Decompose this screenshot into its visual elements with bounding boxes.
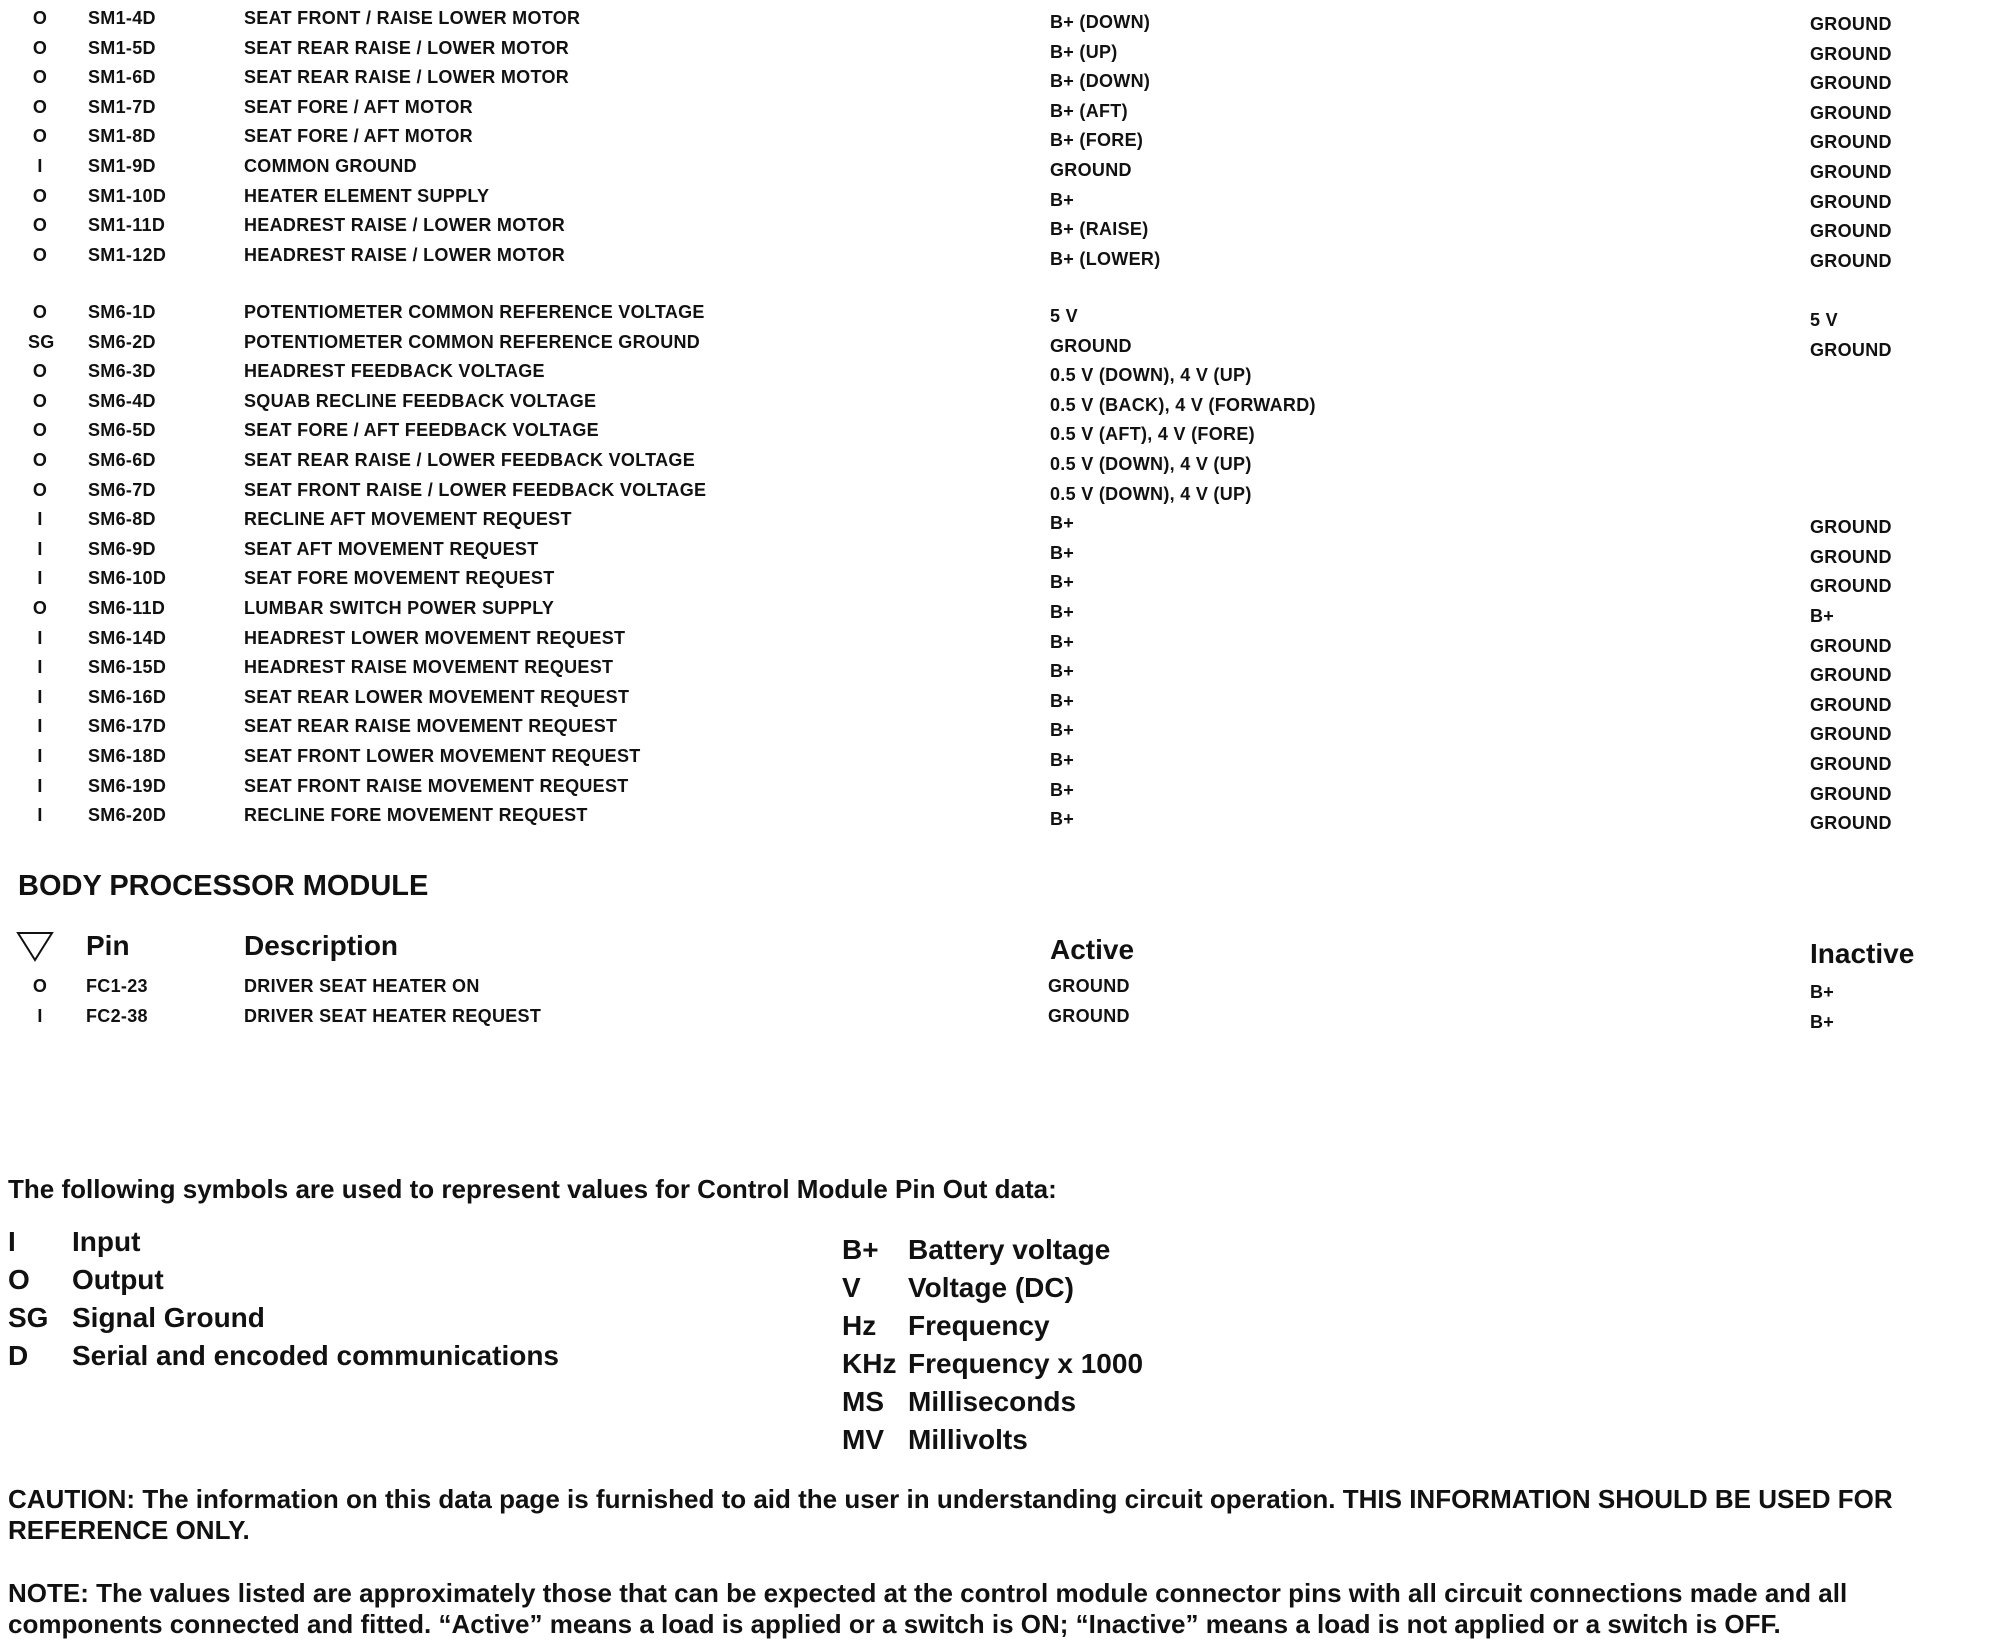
legend-item-milliseconds xyxy=(842,1386,1076,1418)
row-symbol: O xyxy=(32,37,48,58)
row-symbol: O xyxy=(32,450,48,470)
row-active: 0.5 V (DOWN), 4 V (UP) xyxy=(1050,454,1252,474)
row-symbol: O xyxy=(32,361,48,382)
legend-text: Frequency xyxy=(908,1310,1050,1341)
row-inactive: GROUND xyxy=(1810,576,1892,597)
table-row xyxy=(0,332,2014,362)
row-pin: SM6-14D xyxy=(88,627,167,648)
row-description: SEAT FORE MOVEMENT REQUEST xyxy=(244,568,555,589)
row-symbol: I xyxy=(37,775,43,796)
row-inactive: B+ xyxy=(1810,982,1835,1002)
row-symbol: I xyxy=(37,805,43,826)
table-row xyxy=(0,687,2014,717)
row-active: B+ (AFT) xyxy=(1050,100,1128,121)
table-row xyxy=(0,186,2014,216)
legend-item-serial xyxy=(8,1340,559,1372)
row-symbol: O xyxy=(32,390,48,411)
row-inactive: GROUND xyxy=(1810,250,1892,271)
legend-item-signal-ground xyxy=(8,1302,265,1334)
legend-item-output xyxy=(8,1264,164,1296)
table-row xyxy=(0,156,2014,186)
row-inactive: 5 V xyxy=(1810,310,1838,330)
row-active: B+ (DOWN) xyxy=(1050,71,1151,92)
table-row xyxy=(0,568,2014,598)
row-symbol: SG xyxy=(28,331,55,352)
row-pin: SM6-15D xyxy=(88,657,167,678)
table-row xyxy=(0,480,2014,510)
table-row xyxy=(0,302,2014,332)
symbol-column-triangle-icon xyxy=(16,930,54,962)
row-active: 0.5 V (DOWN), 4 V (UP) xyxy=(1050,365,1252,386)
row-pin: SM1-5D xyxy=(88,37,156,58)
row-description: HEADREST LOWER MOVEMENT REQUEST xyxy=(244,627,626,648)
row-active: B+ xyxy=(1050,661,1075,682)
header-inactive: Inactive xyxy=(1810,938,1915,969)
table-row xyxy=(0,361,2014,391)
row-active: B+ xyxy=(1050,631,1075,652)
row-active: 0.5 V (AFT), 4 V (FORE) xyxy=(1050,424,1255,445)
row-description: POTENTIOMETER COMMON REFERENCE GROUND xyxy=(244,331,701,352)
row-pin: SM6-7D xyxy=(88,479,156,500)
row-symbol: O xyxy=(32,302,48,322)
legend-item-input xyxy=(8,1226,140,1258)
row-pin: FC2-38 xyxy=(86,1006,148,1026)
legend-symbol: Hz xyxy=(842,1310,877,1341)
row-description: SEAT FORE / AFT MOTOR xyxy=(244,96,473,117)
row-active: B+ (RAISE) xyxy=(1050,219,1149,240)
table-row xyxy=(0,450,2014,480)
row-symbol: O xyxy=(32,215,48,236)
row-symbol: I xyxy=(37,538,43,559)
table-row xyxy=(0,976,2014,1006)
row-inactive: GROUND xyxy=(1810,162,1892,182)
row-inactive: GROUND xyxy=(1810,813,1892,834)
table-row xyxy=(0,628,2014,658)
row-active: GROUND xyxy=(1048,976,1130,996)
row-pin: SM6-17D xyxy=(88,716,167,737)
row-inactive: GROUND xyxy=(1810,14,1892,34)
legend-symbol: I xyxy=(8,1226,16,1257)
table-row xyxy=(0,657,2014,687)
legend-symbol: D xyxy=(8,1340,29,1371)
row-description: HEADREST RAISE MOVEMENT REQUEST xyxy=(244,657,614,678)
row-inactive: GROUND xyxy=(1810,724,1892,745)
row-symbol: O xyxy=(32,244,48,265)
row-inactive: GROUND xyxy=(1810,221,1892,242)
table-row xyxy=(0,746,2014,776)
row-description: POTENTIOMETER COMMON REFERENCE VOLTAGE xyxy=(244,302,705,322)
table-row xyxy=(0,598,2014,628)
row-active: B+ (FORE) xyxy=(1050,130,1144,151)
row-symbol: I xyxy=(37,627,43,648)
row-description: SQUAB RECLINE FEEDBACK VOLTAGE xyxy=(244,390,597,411)
row-description: SEAT REAR RAISE / LOWER FEEDBACK VOLTAGE xyxy=(244,450,696,470)
row-symbol: I xyxy=(37,509,43,530)
legend-item-millivolts xyxy=(842,1424,1028,1456)
row-active: B+ xyxy=(1050,542,1075,563)
row-pin: SM1-9D xyxy=(88,156,156,176)
row-description: HEADREST FEEDBACK VOLTAGE xyxy=(244,361,545,382)
row-inactive: B+ xyxy=(1810,606,1835,626)
row-active: B+ xyxy=(1050,513,1075,534)
legend-symbol: O xyxy=(8,1264,30,1295)
legend-symbol: MV xyxy=(842,1424,884,1455)
table-row xyxy=(0,420,2014,450)
table-row xyxy=(0,805,2014,835)
table-row xyxy=(0,716,2014,746)
row-active: B+ (DOWN) xyxy=(1050,12,1151,32)
row-pin: SM1-8D xyxy=(88,126,156,147)
legend-item-frequency xyxy=(842,1310,1050,1342)
row-active: GROUND xyxy=(1050,335,1132,356)
legend-text: Serial and encoded communications xyxy=(72,1340,560,1371)
row-pin: SM6-4D xyxy=(88,390,156,411)
row-description: HEADREST RAISE / LOWER MOTOR xyxy=(244,244,566,265)
row-active: B+ xyxy=(1050,779,1075,800)
table-row xyxy=(0,776,2014,806)
row-active: B+ xyxy=(1050,690,1075,711)
table-row xyxy=(0,215,2014,245)
legend-text: Milliseconds xyxy=(908,1386,1077,1417)
legend-text: Signal Ground xyxy=(72,1302,265,1333)
row-pin: FC1-23 xyxy=(86,976,148,996)
row-pin: SM1-12D xyxy=(88,244,167,265)
row-active: B+ xyxy=(1050,602,1075,622)
legend-item-voltage xyxy=(842,1272,1074,1304)
row-active: B+ xyxy=(1050,750,1075,770)
row-active: B+ xyxy=(1050,809,1075,830)
legend-symbol: KHz xyxy=(842,1348,897,1379)
row-description: DRIVER SEAT HEATER REQUEST xyxy=(244,1006,542,1026)
row-pin: SM6-3D xyxy=(88,361,156,382)
row-pin: SM6-18D xyxy=(88,746,167,766)
row-inactive: GROUND xyxy=(1810,43,1892,64)
row-symbol: I xyxy=(37,657,43,678)
row-active: B+ xyxy=(1050,572,1075,593)
row-description: SEAT REAR LOWER MOVEMENT REQUEST xyxy=(244,686,630,707)
row-pin: SM6-6D xyxy=(88,450,156,470)
header-pin: Pin xyxy=(86,930,130,961)
row-active: B+ (LOWER) xyxy=(1050,248,1161,269)
row-description: SEAT REAR RAISE / LOWER MOTOR xyxy=(244,67,570,88)
row-description: LUMBAR SWITCH POWER SUPPLY xyxy=(244,598,555,618)
row-description: COMMON GROUND xyxy=(244,156,417,176)
row-inactive: GROUND xyxy=(1810,102,1892,123)
row-description: DRIVER SEAT HEATER ON xyxy=(244,976,480,996)
note-paragraph: NOTE: The values listed are approximately those that can be expected at the control module connector pins with all circuit connections made and all components connected and fitted. “Active” means a load is applied or a switch is ON; “Inactive” means a load is not applied or a switch is OFF. xyxy=(8,1578,1848,1639)
row-description: SEAT REAR RAISE MOVEMENT REQUEST xyxy=(244,716,618,737)
row-inactive: GROUND xyxy=(1810,635,1892,656)
row-pin: SM6-11D xyxy=(88,598,166,618)
row-description: SEAT AFT MOVEMENT REQUEST xyxy=(244,538,539,559)
row-symbol: O xyxy=(32,67,48,88)
row-symbol: I xyxy=(37,686,43,707)
row-symbol: O xyxy=(32,185,48,206)
legend-symbol: V xyxy=(842,1272,861,1303)
row-pin: SM6-8D xyxy=(88,509,156,530)
section-title-body-processor: BODY PROCESSOR MODULE xyxy=(18,870,429,902)
legend-text: Output xyxy=(72,1264,164,1295)
table-row xyxy=(0,391,2014,421)
legend-text: Battery voltage xyxy=(908,1234,1111,1265)
row-pin: SM6-20D xyxy=(88,805,167,826)
row-symbol: I xyxy=(37,568,43,589)
header-active: Active xyxy=(1050,934,1135,965)
row-pin: SM1-4D xyxy=(88,8,156,28)
row-symbol: O xyxy=(32,479,48,500)
table-row xyxy=(0,97,2014,127)
table-row xyxy=(0,509,2014,539)
row-inactive: GROUND xyxy=(1810,191,1892,212)
row-description: SEAT FRONT LOWER MOVEMENT REQUEST xyxy=(244,746,641,766)
row-description: HEADREST RAISE / LOWER MOTOR xyxy=(244,215,566,236)
row-symbol: O xyxy=(32,8,48,28)
row-inactive: GROUND xyxy=(1810,546,1892,567)
row-inactive: GROUND xyxy=(1810,517,1892,538)
table-row xyxy=(0,1006,2014,1036)
row-pin: SM6-19D xyxy=(88,775,167,796)
row-inactive: B+ xyxy=(1810,1012,1835,1032)
table-row xyxy=(0,539,2014,569)
row-symbol: O xyxy=(32,96,48,117)
legend-text: Input xyxy=(72,1226,141,1257)
row-description: SEAT FRONT RAISE / LOWER FEEDBACK VOLTAGE xyxy=(244,479,707,500)
row-inactive: GROUND xyxy=(1810,132,1892,153)
legend-symbol: B+ xyxy=(842,1234,879,1265)
row-pin: SM1-6D xyxy=(88,67,156,88)
row-active: B+ xyxy=(1050,189,1075,210)
row-description: SEAT FRONT RAISE MOVEMENT REQUEST xyxy=(244,775,629,796)
row-description: HEATER ELEMENT SUPPLY xyxy=(244,185,490,206)
row-inactive: GROUND xyxy=(1810,754,1892,774)
row-pin: SM6-2D xyxy=(88,331,156,352)
legend-text: Frequency x 1000 xyxy=(908,1348,1144,1379)
table-row xyxy=(0,245,2014,275)
row-active: 5 V xyxy=(1050,306,1078,326)
row-active: 0.5 V (DOWN), 4 V (UP) xyxy=(1050,483,1252,504)
row-inactive: GROUND xyxy=(1810,694,1892,715)
row-inactive: GROUND xyxy=(1810,783,1892,804)
row-description: SEAT REAR RAISE / LOWER MOTOR xyxy=(244,37,570,58)
row-pin: SM6-16D xyxy=(88,686,167,707)
row-symbol: O xyxy=(32,420,48,441)
legend-item-battery xyxy=(842,1234,1110,1266)
header-description: Description xyxy=(244,930,399,961)
row-symbol: O xyxy=(32,126,48,147)
row-description: RECLINE AFT MOVEMENT REQUEST xyxy=(244,509,572,530)
legend-text: Millivolts xyxy=(908,1424,1028,1455)
legend-symbol: SG xyxy=(8,1302,49,1333)
row-description: RECLINE FORE MOVEMENT REQUEST xyxy=(244,805,588,826)
row-pin: SM6-5D xyxy=(88,420,156,441)
row-active: B+ xyxy=(1050,720,1075,741)
row-pin: SM1-11D xyxy=(88,215,166,236)
row-active: GROUND xyxy=(1050,160,1132,180)
row-active: GROUND xyxy=(1048,1006,1130,1026)
row-pin: SM1-10D xyxy=(88,185,167,206)
legend-text: Voltage (DC) xyxy=(908,1272,1074,1303)
legend-intro: The following symbols are used to represent values for Control Module Pin Out data: xyxy=(8,1174,1057,1204)
row-symbol: I xyxy=(37,156,43,176)
row-description: SEAT FORE / AFT MOTOR xyxy=(244,126,473,147)
table-row xyxy=(0,38,2014,68)
row-symbol: O xyxy=(32,976,48,996)
row-active: B+ (UP) xyxy=(1050,41,1118,62)
row-description: SEAT FORE / AFT FEEDBACK VOLTAGE xyxy=(244,420,599,441)
caution-paragraph: CAUTION: The information on this data page is furnished to aid the user in understanding circuit operation. THIS INFORMATION SHOULD BE USED FOR REFERENCE ONLY. xyxy=(8,1484,1893,1545)
row-pin: SM6-10D xyxy=(88,568,167,589)
row-symbol: I xyxy=(37,1006,43,1026)
row-inactive: GROUND xyxy=(1810,665,1892,686)
row-inactive: GROUND xyxy=(1810,73,1892,94)
row-pin: SM6-9D xyxy=(88,538,156,559)
row-symbol: O xyxy=(32,598,48,618)
row-active: 0.5 V (BACK), 4 V (FORWARD) xyxy=(1050,394,1316,415)
row-symbol: I xyxy=(37,746,43,766)
row-symbol: I xyxy=(37,716,43,737)
row-pin: SM6-1D xyxy=(88,302,156,322)
row-pin: SM1-7D xyxy=(88,96,156,117)
legend-item-khz xyxy=(842,1348,1143,1380)
legend-symbol: MS xyxy=(842,1386,884,1417)
table-row xyxy=(0,126,2014,156)
table-row xyxy=(0,8,2014,38)
row-inactive: GROUND xyxy=(1810,339,1892,360)
table-row xyxy=(0,67,2014,97)
row-description: SEAT FRONT / RAISE LOWER MOTOR xyxy=(244,8,581,28)
